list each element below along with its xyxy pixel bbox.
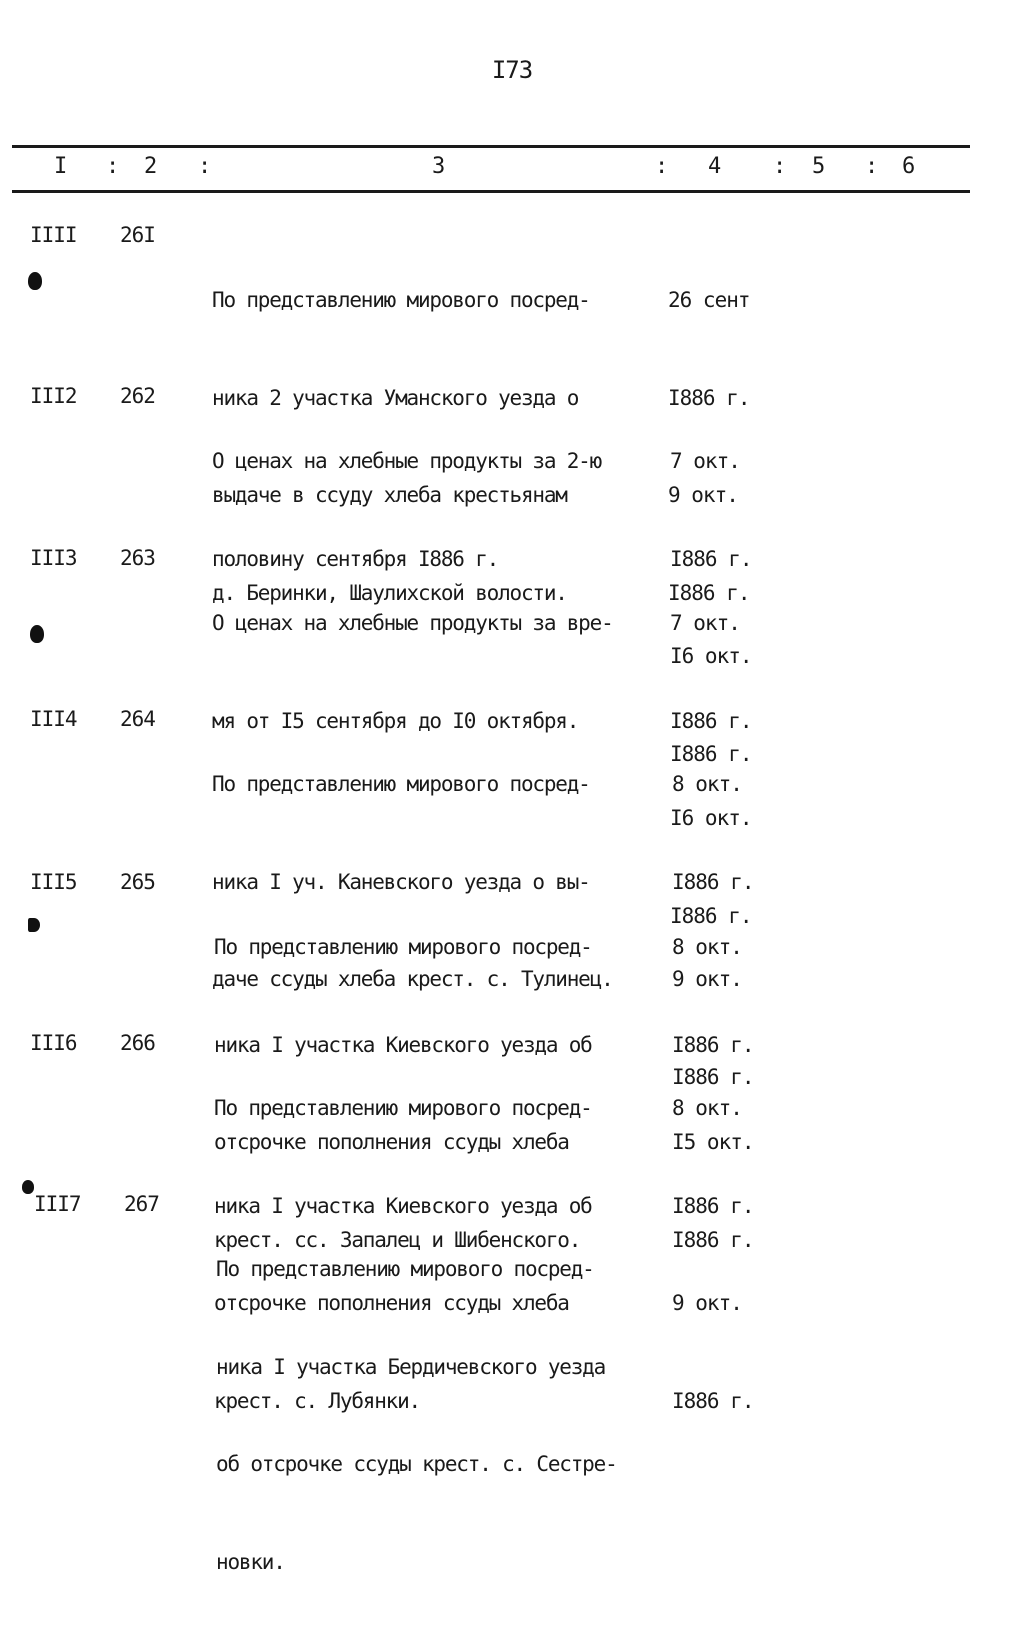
date-line: I886 г. [668,385,750,410]
description-line: отсрочке пополнения ссуды хлеба [214,1291,569,1315]
date-line: 26 сент [668,288,750,312]
header-separator: : [865,154,879,179]
date-line: I886 г. [668,580,750,605]
header-separator: : [198,154,212,179]
entry-number: III5 [30,870,77,894]
date-line: I886 г. [672,1227,754,1252]
header-separator: : [106,154,120,179]
description-line: ника I участка Киевского уезда об [214,1193,592,1218]
entry-number: III6 [30,1031,77,1055]
description-line: выдаче в ссуду хлеба крестьянам [212,483,567,507]
date-line: I886 г. [670,708,752,733]
document-number: 264 [120,707,155,731]
description-line: крест. сс. Запалец и Шибенского. [214,1227,581,1252]
date-line: 9 окт. [668,483,738,507]
document-number: 265 [120,870,155,894]
entry-number: III4 [30,707,77,731]
header-col-6: 6 [902,154,916,179]
date-line: 8 окт. [672,1096,742,1120]
description-line: ника I участка Бердичевского уезда [216,1354,606,1379]
description-line: ника I уч. Каневского уезда о вы- [212,869,590,894]
description-line: новки. [216,1549,285,1574]
description-line: По представлению мирового посред- [212,772,590,796]
description-line: О ценах на хлебные продукты за вре- [212,611,613,635]
date-line: 8 окт. [672,772,742,796]
document-number: 26I [120,223,155,247]
date-line: 9 окт. [672,967,742,991]
header-col-4: 4 [708,154,722,179]
description-line: половину сентября I886 г. [212,546,499,571]
header-separator: : [773,154,787,179]
date-line: I886 г. [672,869,754,894]
entry-number: III3 [30,546,77,570]
header-separator: : [655,154,669,179]
description-line: По представлению мирового посред- [214,1096,592,1120]
description-line: ника I участка Киевского уезда об [214,1032,592,1057]
binder-hole-mark [22,1180,34,1194]
description-line: ника 2 участка Уманского уезда о [212,385,579,410]
description-line: мя от I5 сентября до I0 октября. [212,708,579,733]
date-line: 7 окт. [670,449,740,473]
description-line: По представлению мирового посред- [214,935,592,959]
table-header [0,154,1024,184]
entry-number: III7 [34,1192,81,1216]
entry-number: IIII [30,223,77,247]
entry-dates [672,1027,754,1482]
date-line: 7 окт. [670,611,740,635]
date-line: I886 г. [672,1388,754,1413]
date-line: I6 окт. [670,644,752,668]
entry-description [216,1188,617,1643]
date-line: I886 г. [670,903,752,928]
header-bottom-rule [12,190,970,193]
date-line: 9 окт. [672,1291,742,1315]
description-line: По представлению мирового посред- [216,1257,594,1281]
date-line: I886 г. [670,741,752,766]
header-col-1: I [54,154,68,179]
header-col-5: 5 [812,154,826,179]
binder-hole-mark [28,272,42,290]
description-line: крест. с. Лубянки. [214,1388,420,1413]
binder-hole-mark [30,625,44,643]
document-number: 267 [124,1192,159,1216]
description-line: По представлению мирового посред- [212,288,590,312]
entry-number: III2 [30,384,77,408]
date-line: I886 г. [670,546,752,571]
date-line: I886 г. [672,1064,754,1089]
description-line: даче ссуды хлеба крест. с. Тулинец. [212,967,613,991]
description-line: об отсрочке ссуды крест. с. Сестре- [216,1452,617,1476]
header-top-rule [12,145,970,148]
header-col-3: 3 [432,154,446,179]
binder-hole-mark [28,918,40,932]
date-line: I6 окт. [670,806,752,830]
header-col-2: 2 [144,154,158,179]
description-line: О ценах на хлебные продукты за 2-ю [212,449,602,473]
date-line: I886 г. [672,1032,754,1057]
description-line: д. Беринки, Шаулихской волости. [212,580,567,605]
document-number: 263 [120,546,155,570]
date-line: I886 г. [672,1193,754,1218]
document-number: 266 [120,1031,155,1055]
description-line: отсрочке пополнения ссуды хлеба [214,1130,569,1154]
page-number: I73 [491,56,533,84]
date-line: I5 окт. [672,1130,754,1154]
date-line: 8 окт. [672,935,742,959]
document-number: 262 [120,384,155,408]
